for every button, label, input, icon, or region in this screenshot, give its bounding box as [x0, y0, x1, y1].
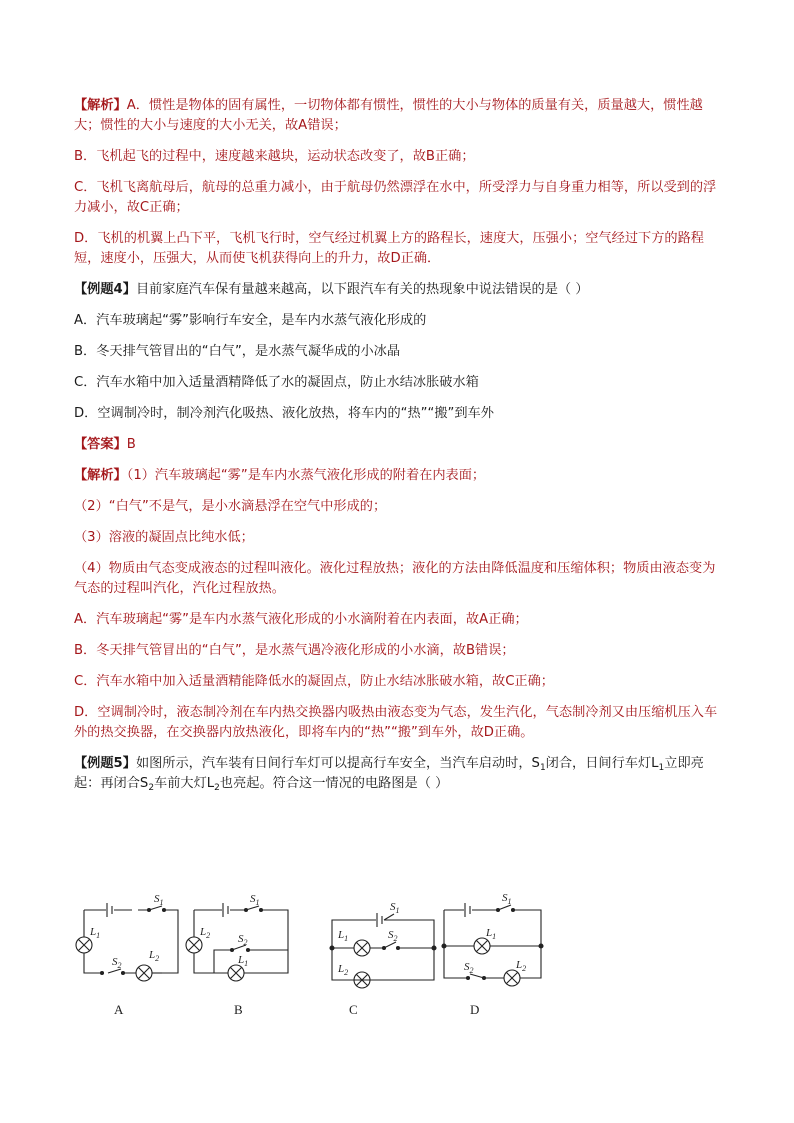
example4-tag: 【例题4】 — [74, 282, 136, 297]
stem-part: 闭合，日间行车灯L — [545, 756, 659, 771]
example4-option-c: C．汽车水箱中加入适量酒精降低了水的凝固点，防止水结冰胀破水箱 — [74, 375, 479, 390]
l1-label: $L_1$ — [238, 954, 249, 968]
subscript: 2 — [148, 783, 155, 793]
example4-analysis-a: A．汽车玻璃起“雾”是车内水蒸气液化形成的小水滴附着在内表面，故A正确； — [74, 612, 528, 627]
example4-question: 目前家庭汽车保有量越来越高，以下跟汽车有关的热现象中说法错误的是（ ） — [135, 282, 589, 297]
example4-option-a: A．汽车玻璃起“雾”影响行车安全，是车内水蒸气液化形成的 — [74, 313, 427, 328]
figure-label-d: D — [470, 1002, 480, 1017]
analysis-tag: 【解析】 — [74, 98, 127, 113]
analysis-paragraph-1 — [74, 96, 724, 136]
analysis-option-b: B．飞机起飞的过程中，速度越来越块，运动状态改变了，故B正确； — [74, 149, 475, 164]
analysis-text: A．惯性是物体的固有属性，一切物体都有惯性，惯性的大小与物体的质量有关，质量越大，惯性越大；惯性的大小与速度的大小无关，故A错误； — [74, 98, 703, 133]
circuit-d — [436, 890, 551, 1000]
stem-part: 如图所示，汽车装有日间行车灯可以提高行车安全，当汽车启动时，S — [135, 756, 540, 771]
s2-label: $S_2$ — [238, 933, 248, 947]
example4-analysis-3: （3）溶液的凝固点比纯水低； — [74, 530, 254, 545]
stem-part: 立即亮起：再闭合S — [74, 756, 704, 791]
l1-label: $L_1$ — [338, 929, 349, 943]
document-body — [74, 96, 724, 805]
answer-value: B — [126, 437, 136, 452]
example4-option-b: B．冬天排气管冒出的“白气”，是水蒸气凝华成的小冰晶 — [74, 344, 401, 359]
s2-label: $S_2$ — [464, 961, 474, 975]
analysis-tag: 【解析】 — [74, 468, 127, 483]
example4-answer — [74, 435, 724, 455]
l1-label: $L_1$ — [486, 927, 497, 941]
figure-label-c: C — [349, 1002, 358, 1017]
l2-label: $L_2$ — [338, 963, 349, 977]
example4-analysis-2: （2）“白气”不是气，是小水滴悬浮在空气中形成的； — [74, 499, 387, 514]
figure-label-b: B — [234, 1002, 243, 1017]
circuit-figures — [74, 890, 554, 1030]
l2-label: $L_2$ — [200, 926, 211, 940]
stem-part: 车前大灯L — [154, 776, 215, 791]
l2-label: $L_2$ — [149, 949, 160, 963]
circuit-b — [184, 890, 294, 1000]
example4-analysis-4: （4）物质由气态变成液态的过程叫液化。液化过程放热；液化的方法由降低温度和压缩体积；物质由液态变为气态的过程叫汽化，汽化过程放热。 — [74, 561, 716, 596]
s2-label: $S_2$ — [388, 929, 398, 943]
example4-analysis-d: D．空调制冷时，液态制冷剂在车内热交换器内吸热由液态变为气态，发生汽化，气态制冷剂又由压缩机压入车外的热交换器，在交换器内放热液化，即将车内的“热”“搬”到车外，故D正确。 — [74, 705, 718, 740]
s1-label: $S_1$ — [250, 893, 260, 907]
example4-option-d: D．空调制冷时，制冷剂汽化吸热、液化放热，将车内的“热”“搬”到车外 — [74, 406, 494, 421]
subscript: 1 — [539, 763, 546, 773]
circuit-c — [324, 890, 444, 1000]
analysis-text: （1）汽车玻璃起“雾”是车内水蒸气液化形成的附着在内表面； — [126, 468, 486, 483]
answer-tag: 【答案】 — [74, 437, 127, 452]
s2-label: $S_2$ — [112, 956, 122, 970]
example5-stem — [74, 754, 724, 794]
stem-part: 也亮起。符合这一情况的电路图是（ ） — [219, 776, 449, 791]
l2-label: $L_2$ — [516, 959, 527, 973]
l1-label: $L_1$ — [90, 926, 101, 940]
s1-label: $S_1$ — [502, 892, 512, 906]
subscript: 1 — [658, 763, 665, 773]
example4-analysis-c: C．汽车水箱中加入适量酒精能降低水的凝固点，防止水结冰胀破水箱，故C正确； — [74, 674, 554, 689]
example4-analysis-1 — [74, 466, 724, 486]
subscript: 2 — [214, 783, 220, 793]
example5-tag: 【例题5】 — [74, 756, 136, 771]
circuit-a — [74, 890, 184, 1000]
example4-stem — [74, 280, 724, 300]
figure-label-a: A — [114, 1002, 124, 1017]
analysis-option-c: C．飞机飞离航母后，航母的总重力减小，由于航母仍然漂浮在水中，所受浮力与自身重力相等，所以受到的浮力减小，故C正确； — [74, 180, 717, 215]
example4-analysis-b: B．冬天排气管冒出的“白气”，是水蒸气遇冷液化形成的小水滴，故B错误； — [74, 643, 515, 658]
s1-label: $S_1$ — [390, 901, 400, 915]
analysis-option-d: D．飞机的机翼上凸下平，飞机飞行时，空气经过机翼上方的路程长，速度大，压强小；空气经过下方的路程短，速度小，压强大，从而使飞机获得向上的升力，故D正确． — [74, 231, 704, 266]
s1-label: $S_1$ — [154, 893, 164, 907]
